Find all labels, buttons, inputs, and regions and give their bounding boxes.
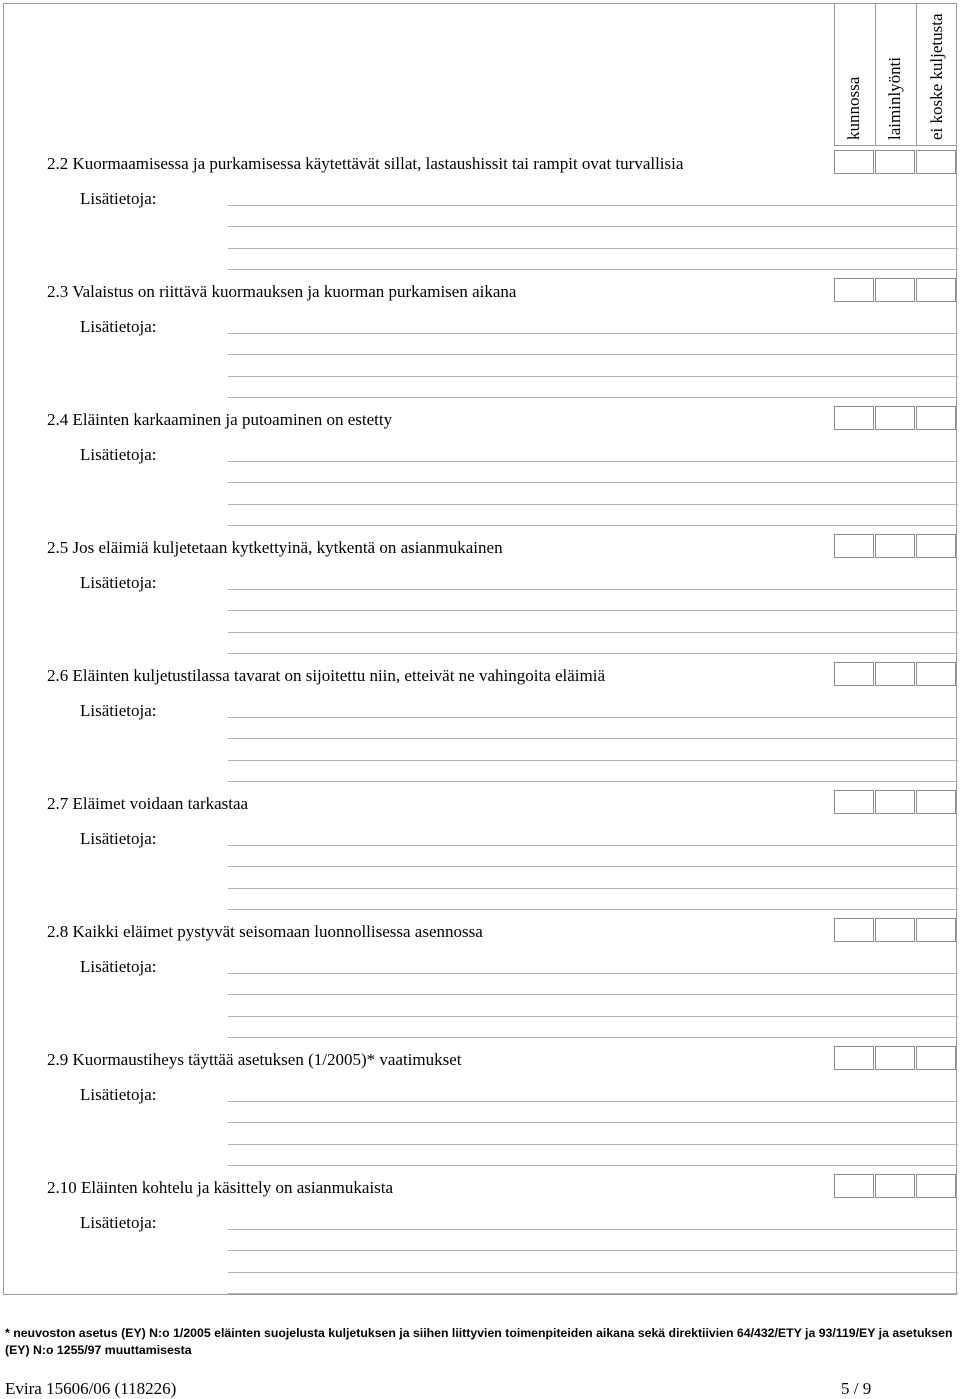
more-info-line[interactable] [228,1016,958,1017]
more-info-label: Lisätietoja: [80,1213,157,1232]
more-info-line[interactable] [228,1165,958,1166]
checkbox-ei-koske[interactable] [916,534,956,558]
more-info-line[interactable] [228,717,958,718]
header-separator [834,3,835,146]
checkbox-ei-koske[interactable] [916,918,956,942]
more-info-line[interactable] [228,226,958,227]
checkbox-laiminlyonti[interactable] [875,278,915,302]
item-question: 2.5 Jos eläimiä kuljetetaan kytkettyinä, kytkentä on asianmukainen [47,538,503,557]
more-info-line[interactable] [228,461,958,462]
checkbox-kunnossa[interactable] [834,790,874,814]
checklist-item [0,406,960,534]
page-number: 5 / 9 [841,1379,872,1398]
checkbox-kunnossa[interactable] [834,534,874,558]
checklist-item [0,278,960,406]
column-header-laiminlyonti: laiminlyönti [885,56,904,140]
checkbox-ei-koske[interactable] [916,278,956,302]
checklist-item [0,534,960,662]
more-info-line[interactable] [228,1272,958,1273]
item-question: 2.7 Eläimet voidaan tarkastaa [47,794,249,813]
checklist-item [0,662,960,790]
checklist-item [0,150,960,278]
more-info-line[interactable] [228,333,958,334]
more-info-line[interactable] [228,482,958,483]
header-separator [875,3,876,146]
more-info-label: Lisätietoja: [80,317,157,336]
checkbox-ei-koske[interactable] [916,406,956,430]
checkbox-laiminlyonti[interactable] [875,918,915,942]
header-bottom-line [834,145,957,146]
more-info-label: Lisätietoja: [80,189,157,208]
checkbox-laiminlyonti[interactable] [875,1046,915,1070]
more-info-line[interactable] [228,589,958,590]
more-info-label: Lisätietoja: [80,573,157,592]
item-question: 2.6 Eläinten kuljetustilassa tavarat on sijoitettu niin, etteivät ne vahingoita eläimiä [47,666,606,685]
checkbox-kunnossa[interactable] [834,1174,874,1198]
document-id: Evira 15606/06 (118226) [5,1379,177,1398]
checkbox-laiminlyonti[interactable] [875,150,915,174]
checkbox-ei-koske[interactable] [916,1046,956,1070]
more-info-line[interactable] [228,632,958,633]
checklist-item [0,1174,960,1302]
checklist-item [0,1046,960,1174]
header-separator [916,3,917,146]
more-info-line[interactable] [228,653,958,654]
more-info-line[interactable] [228,248,958,249]
more-info-line[interactable] [228,205,958,206]
item-question: 2.10 Eläinten kohtelu ja käsittely on asianmukaista [47,1178,394,1197]
checkbox-kunnossa[interactable] [834,406,874,430]
more-info-line[interactable] [228,354,958,355]
column-header-kunnossa: kunnossa [844,76,863,140]
more-info-line[interactable] [228,1229,958,1230]
checkbox-kunnossa[interactable] [834,918,874,942]
item-question: 2.9 Kuormaustiheys täyttää asetuksen (1/2005)* vaatimukset [47,1050,462,1069]
more-info-line[interactable] [228,973,958,974]
more-info-line[interactable] [228,760,958,761]
column-header-ei-koske: ei koske kuljetusta [927,13,946,140]
checkbox-ei-koske[interactable] [916,790,956,814]
checklist-item [0,918,960,1046]
checkbox-laiminlyonti[interactable] [875,662,915,686]
more-info-line[interactable] [228,994,958,995]
more-info-label: Lisätietoja: [80,445,157,464]
checkbox-ei-koske[interactable] [916,1174,956,1198]
more-info-line[interactable] [228,610,958,611]
more-info-label: Lisätietoja: [80,701,157,720]
more-info-line[interactable] [228,781,958,782]
checkbox-kunnossa[interactable] [834,278,874,302]
item-question: 2.4 Eläinten karkaaminen ja putoaminen on estetty [47,410,393,429]
more-info-line[interactable] [228,738,958,739]
more-info-line[interactable] [228,1037,958,1038]
more-info-line[interactable] [228,397,958,398]
checkbox-kunnossa[interactable] [834,150,874,174]
footnote: * neuvoston asetus (EY) N:o 1/2005 eläinten suojelusta kuljetuksen ja siihen liittyvien toimenpiteiden aikana sekä direktiivien 64/432/ETY ja 93/119/EY ja asetuksen (EY) N:o 1255/97 muuttamisesta [5,1326,953,1357]
item-question: 2.8 Kaikki eläimet pystyvät seisomaan luonnollisessa asennossa [47,922,483,941]
checkbox-ei-koske[interactable] [916,150,956,174]
more-info-line[interactable] [228,1293,958,1294]
checkbox-laiminlyonti[interactable] [875,534,915,558]
more-info-line[interactable] [228,269,958,270]
checkbox-ei-koske[interactable] [916,662,956,686]
checkbox-kunnossa[interactable] [834,662,874,686]
checkbox-kunnossa[interactable] [834,1046,874,1070]
more-info-line[interactable] [228,866,958,867]
more-info-line[interactable] [228,888,958,889]
checkbox-laiminlyonti[interactable] [875,790,915,814]
checkbox-laiminlyonti[interactable] [875,1174,915,1198]
item-question: 2.2 Kuormaamisessa ja purkamisessa käytettävät sillat, lastaushissit tai rampit ovat turvallisia [47,154,684,173]
more-info-line[interactable] [228,1101,958,1102]
more-info-line[interactable] [228,1144,958,1145]
more-info-line[interactable] [228,909,958,910]
more-info-label: Lisätietoja: [80,957,157,976]
more-info-label: Lisätietoja: [80,829,157,848]
checklist-item [0,790,960,918]
more-info-line[interactable] [228,525,958,526]
more-info-line[interactable] [228,376,958,377]
checkbox-laiminlyonti[interactable] [875,406,915,430]
more-info-line[interactable] [228,845,958,846]
more-info-label: Lisätietoja: [80,1085,157,1104]
more-info-line[interactable] [228,504,958,505]
more-info-line[interactable] [228,1122,958,1123]
more-info-line[interactable] [228,1250,958,1251]
item-question: 2.3 Valaistus on riittävä kuormauksen ja kuorman purkamisen aikana [47,282,517,301]
